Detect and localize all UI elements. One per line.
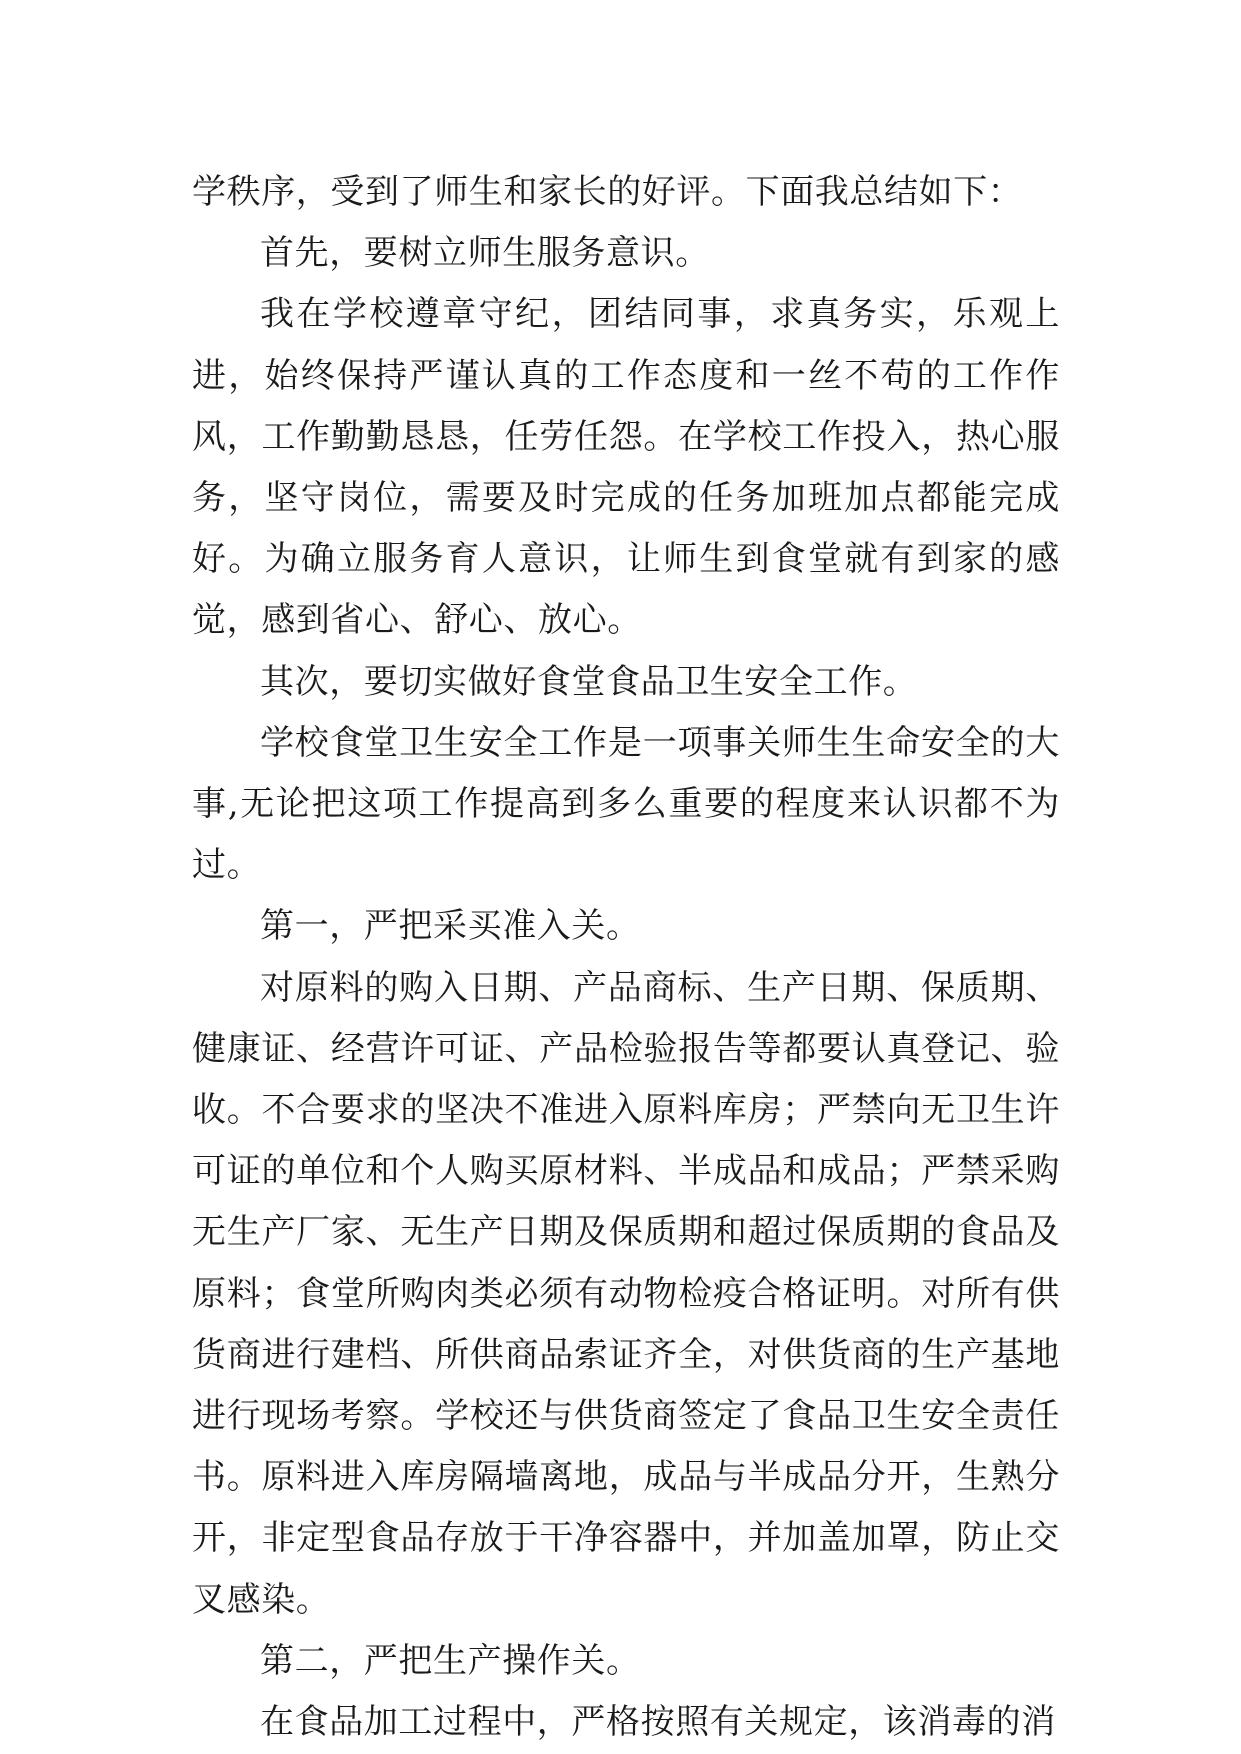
paragraph-food-safety-importance: 学校食堂卫生安全工作是一项事关师生生命安全的大事,无论把这项工作提高到多么重要的程度来认识都不为过。 (192, 722, 1060, 886)
document-body (192, 162, 1060, 1753)
paragraph-procurement-details: 对原料的购入日期、产品商标、生产日期、保质期、健康证、经营许可证、产品检验报告等都要认真登记、验收。不合要求的坚决不准进入原料库房；严禁向无卫生许可证的单位和个人购买原材料、半成品和成品；严禁采购无生产厂家、无生产日期及保质期和超过保质期的食品及原料；食堂所购肉类必须有动物检疫合格证明。对所有供货商进行建档、所供商品索证齐全，对供货商的生产基地进行现场考察。学校还与供货商签定了食品卫生安全责任书。原料进入库房隔墙离地，成品与半成品分开，生熟分开，非定型食品存放于干净容器中，并加盖加罩，防止交叉感染。 (192, 967, 1060, 1620)
paragraph-service-attitude: 我在学校遵章守纪，团结同事，求真务实，乐观上进，始终保持严谨认真的工作态度和一丝不苟的工作作风，工作勤勤恳恳，任劳任怨。在学校工作投入，热心服务，坚守岗位，需要及时完成的任务加班加点都能完成好。为确立服务育人意识，让师生到食堂就有到家的感觉，感到省心、舒心、放心。 (192, 294, 1060, 641)
heading-production: 第二，严把生产操作关。 (260, 1640, 641, 1681)
heading-second-point: 其次，要切实做好食堂食品卫生安全工作。 (260, 661, 918, 702)
heading-first-point: 首先，要树立师生服务意识。 (260, 233, 710, 274)
paragraph-production-details: 在食品加工过程中，严格按照有关规定，该消毒的消 (260, 1702, 1056, 1743)
paragraph-continuation: 学秩序，受到了师生和家长的好评。下面我总结如下： (192, 172, 1023, 212)
heading-procurement: 第一，严把采买准入关。 (260, 906, 641, 947)
